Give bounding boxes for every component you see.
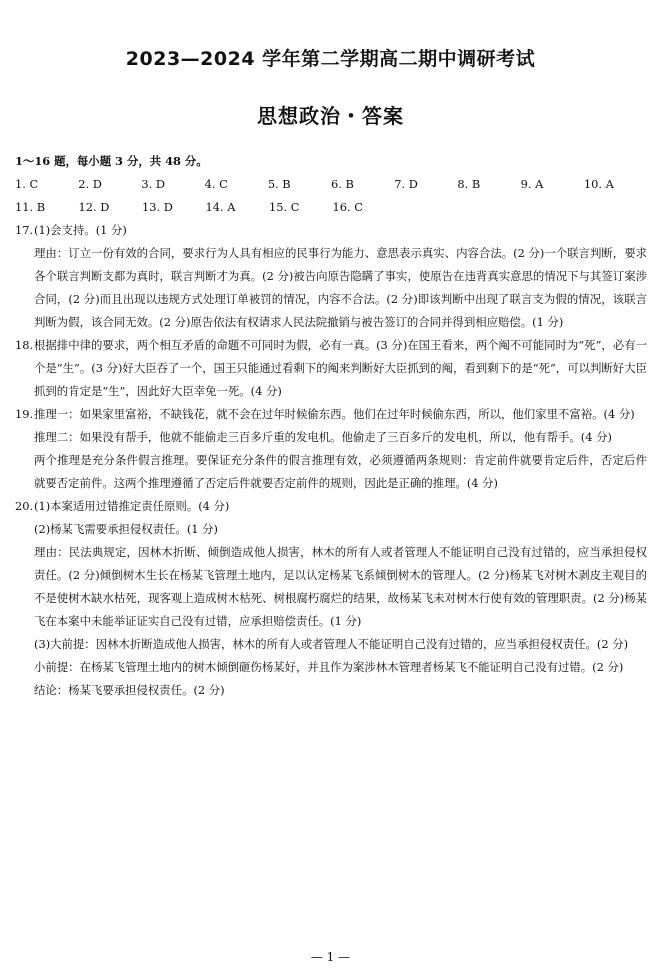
- q20-part-1: (1)本案适用过错推定责任原则。(4 分): [34, 499, 230, 513]
- question-number: 18.: [15, 338, 34, 352]
- q19-inference-1: 推理一：如果家里富裕，不缺钱花，就不会在过年时候偷东西。他们在过年时候偷东西，所以，他们家里不富裕。(4 分): [34, 407, 635, 421]
- answer-item: 16. C: [332, 200, 363, 214]
- answer-item: 12. D: [78, 200, 110, 214]
- answer-item: 9. A: [520, 177, 544, 191]
- answer-row-1: [15, 173, 647, 196]
- page-number: — 1 —: [310, 950, 351, 964]
- question-number: 20.: [15, 499, 34, 513]
- answer-item: 11. B: [15, 200, 46, 214]
- answer-item: 3. D: [141, 177, 166, 191]
- answer-item: 7. D: [394, 177, 418, 191]
- answer-item: 14. A: [205, 200, 236, 214]
- answer-item: 15. C: [269, 200, 300, 214]
- answer-item: 1. C: [15, 177, 39, 191]
- answer-item: 13. D: [142, 200, 173, 214]
- q20-reason: 理由：民法典规定，因林木折断、倾倒造成他人损害，林木的所有人或者管理人不能证明自己没有过错的，应当承担侵权责任。(2 分)倾倒树木生长在杨某飞管理土地内，足以认定杨某飞系倾倒树木的管理人。(2 分)杨某飞对树木剥皮主观目的不是使树木缺水枯死，现客观上造成树木枯死、树根腐朽腐烂的结果，故杨某飞未对树木行使有效的管理职责。(2 分)杨某飞在本案中未能举证证实自己没有过错，应承担赔偿责任。(1 分): [34, 545, 647, 628]
- page-subtitle: 思想政治・答案: [257, 104, 404, 128]
- answer-item: 4. C: [204, 177, 228, 191]
- q17-reason: 理由：订立一份有效的合同，要求行为人具有相应的民事行为能力、意思表示真实、内容合法。(2 分)一个联言判断，要求各个联言判断支都为真时，联言判断才为真。(2 分)被告向原告隐瞒了事实，使原告在违背真实意思的情况下与其签订案涉合同，(2 分)而且出现以违规方式处理订单被罚的情况，内容不合法。(2 分)即该判断中出现了联言支为假的情况，该联言判断为假，该合同无效。(2 分)原告依法有权请求人民法院撤销与被告签订的合同并得到相应赔偿。(1 分): [34, 246, 647, 329]
- question-18: [15, 334, 647, 403]
- answer-item: 8. B: [457, 177, 481, 191]
- multiple-choice-heading: 1～16 题，每小题 3 分，共 48 分。: [15, 154, 208, 168]
- answer-item: 5. B: [267, 177, 291, 191]
- q20-minor-premise: 小前提：在杨某飞管理土地内的树木倾倒砸伤杨某好，并且作为案涉林木管理者杨某飞不能证明自己没有过错。(2 分): [34, 660, 624, 674]
- question-number: 19.: [15, 407, 34, 421]
- answer-item: 10. A: [583, 177, 614, 191]
- q19-analysis: 两个推理是充分条件假言推理。要保证充分条件的假言推理有效，必须遵循两条规则：肯定前件就要肯定后件，否定后件就要否定前件。这两个推理遵循了否定后件就要否定前件的规则，因此是正确的推理。(4 分): [34, 453, 647, 490]
- answer-item: 2. D: [78, 177, 102, 191]
- page-title: 2023—2024 学年第二学期高二期中调研考试: [125, 48, 536, 70]
- question-19: [15, 403, 647, 426]
- question-20: [15, 495, 647, 518]
- q18-answer: 根据排中律的要求，两个相互矛盾的命题不可同时为假，必有一真。(3 分)在国王看来，两个阄不可能同时为“死”，必有一个是“生”。(3 分)好大臣吞了一个，国王只能通过看剩下的阄来判断好大臣抓到的阄，看到剩下的是“死”，可以判断好大臣抓到的肯定是“生”，因此好大臣幸免一死。(4 分): [34, 338, 647, 398]
- answer-content: [15, 150, 647, 702]
- answer-row-2: [15, 196, 647, 219]
- question-number: 17.: [15, 223, 34, 237]
- answer-item: 6. B: [331, 177, 354, 191]
- q20-conclusion: 结论：杨某飞要承担侵权责任。(2 分): [34, 683, 225, 697]
- question-17: [15, 219, 647, 242]
- q20-part-2: (2)杨某飞需要承担侵权责任。(1 分): [34, 522, 218, 536]
- q19-inference-2: 推理二：如果没有帮手，他就不能偷走三百多斤重的发电机。他偷走了三百多斤的发电机，所以，他有帮手。(4 分): [34, 430, 612, 444]
- q20-major-premise: (3)大前提：因林木折断造成他人损害，林木的所有人或者管理人不能证明自己没有过错的，应当承担侵权责任。(2 分): [34, 637, 629, 651]
- q17-answer-line: (1)会支持。(1 分): [34, 223, 127, 237]
